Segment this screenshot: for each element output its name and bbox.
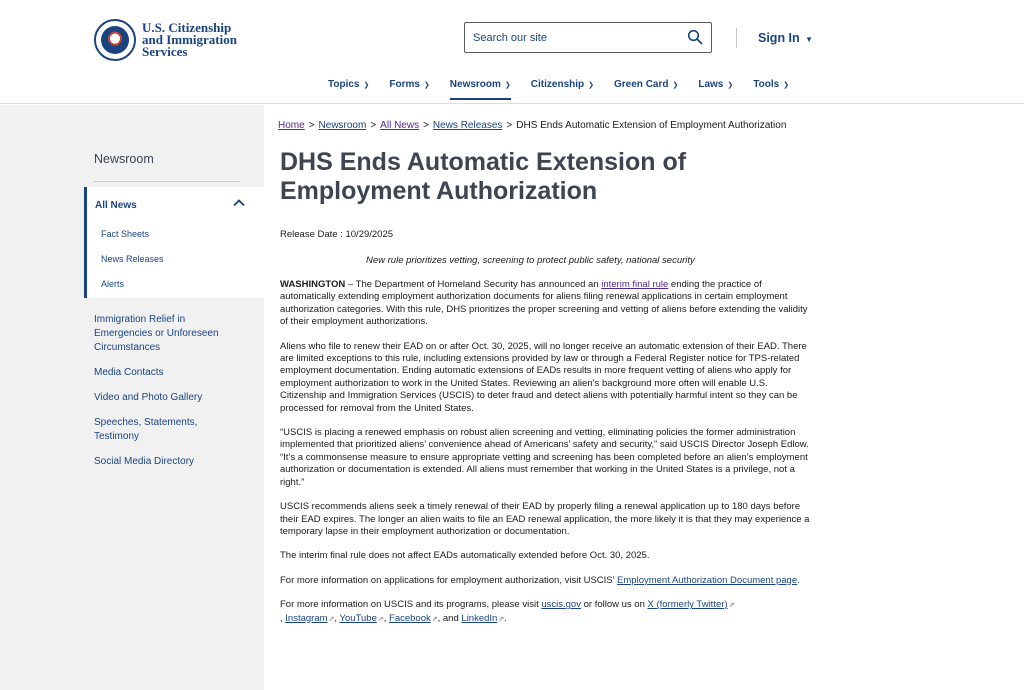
- sidebar-section-all-news: [84, 187, 264, 298]
- sign-in-label: Sign In: [758, 31, 800, 45]
- chevron-down-icon: ❯: [423, 82, 430, 89]
- page-title: DHS Ends Automatic Extension of Employment Authorization: [280, 148, 687, 205]
- paragraph-7-text-d: , and: [437, 612, 462, 624]
- breadcrumb-separator: >: [370, 120, 377, 131]
- interim-final-rule-link[interactable]: interim final rule: [601, 279, 669, 290]
- nav-newsroom-label: Newsroom: [449, 79, 501, 90]
- paragraph-4: USCIS recommends aliens seek a timely renewal of their EAD by properly filing a renewal application up to 180 days before their EAD expires. The longer an alien waits to file an EAD renewal application, the more likely it is that they may experience a temporary lapse in their employment authorization or documentation.: [280, 501, 810, 537]
- sidebar-title: Newsroom: [94, 152, 154, 166]
- agency-name: [142, 22, 237, 58]
- nav-citizenship[interactable]: [531, 79, 594, 101]
- paragraph-7-comma: ,: [334, 612, 340, 624]
- nav-citizenship-label: Citizenship: [530, 79, 585, 90]
- sign-in-button[interactable]: [758, 31, 813, 45]
- nav-topics-label: Topics: [328, 79, 360, 90]
- nav-newsroom[interactable]: [450, 79, 511, 101]
- search-icon[interactable]: [687, 29, 703, 45]
- facebook-link[interactable]: Facebook: [389, 612, 431, 624]
- paragraph-6-text-a: For more information on applications for employment authorization, visit USCIS’: [280, 574, 618, 586]
- agency-line-2: and Immigration: [142, 32, 237, 47]
- agency-line-1: U.S. Citizenship: [142, 20, 232, 35]
- chevron-down-icon: ❯: [588, 82, 595, 89]
- external-link-icon: ⇗: [498, 615, 505, 623]
- release-date-label: Release Date :: [280, 229, 343, 240]
- external-link-icon: ⇗: [328, 615, 335, 623]
- paragraph-7-text-a: For more information on USCIS and its programs, please visit: [280, 599, 542, 611]
- sidebar-item-alerts[interactable]: Alerts: [101, 279, 125, 289]
- search-input[interactable]: [473, 32, 683, 44]
- sidebar-divider: [94, 181, 240, 182]
- paragraph-7-comma: ,: [383, 612, 390, 624]
- release-date: [280, 229, 393, 240]
- nav-laws-label: Laws: [698, 79, 724, 90]
- chevron-down-icon: ❯: [672, 82, 679, 89]
- nav-topics[interactable]: [328, 79, 369, 101]
- sidebar: [0, 105, 264, 690]
- article-tagline: New rule prioritizes vetting, screening to protect public safety, national security: [366, 255, 695, 266]
- nav-forms[interactable]: [389, 79, 429, 101]
- breadcrumb-separator: >: [423, 120, 429, 131]
- ead-page-link[interactable]: Employment Authorization Document page: [617, 574, 798, 586]
- breadcrumb-newsroom[interactable]: Newsroom: [318, 120, 367, 131]
- nav-laws[interactable]: [698, 79, 733, 101]
- dateline: WASHINGTON: [280, 279, 346, 290]
- paragraph-6: [280, 575, 812, 587]
- paragraph-5: The interim final rule does not affect EADs automatically extended before Oct. 30, 2025.: [280, 550, 650, 562]
- chevron-down-icon: ❯: [783, 82, 790, 89]
- uscis-logo[interactable]: [94, 19, 237, 61]
- paragraph-6-text-b: .: [797, 574, 800, 586]
- nav-tools[interactable]: [753, 79, 789, 101]
- breadcrumb-home[interactable]: Home: [278, 120, 305, 131]
- search-box[interactable]: [464, 22, 712, 53]
- breadcrumb-current: DHS Ends Automatic Extension of Employment Authorization: [516, 120, 787, 131]
- external-link-icon: ⇗: [431, 615, 438, 623]
- agency-line-3: Services: [142, 44, 188, 59]
- sidebar-links: [94, 313, 244, 480]
- release-date-value: 10/29/2025: [345, 229, 394, 240]
- paragraph-7: [280, 599, 812, 626]
- chevron-up-icon[interactable]: [231, 195, 247, 211]
- paragraph-7-comma: ,: [280, 612, 286, 624]
- sidebar-item-immigration-relief[interactable]: Immigration Relief in Emergencies or Unforeseen Circumstances: [94, 314, 219, 353]
- breadcrumb-separator: >: [308, 120, 315, 131]
- x-twitter-link[interactable]: X (formerly Twitter): [647, 599, 728, 611]
- sidebar-item-social-media[interactable]: Social Media Directory: [94, 456, 195, 467]
- sidebar-item-all-news[interactable]: All News: [95, 200, 137, 211]
- sidebar-item-news-releases[interactable]: News Releases: [101, 254, 164, 264]
- chevron-down-icon: ❯: [504, 82, 511, 89]
- sidebar-item-fact-sheets[interactable]: Fact Sheets: [101, 229, 150, 239]
- sidebar-item-media-contacts[interactable]: Media Contacts: [94, 367, 164, 378]
- paragraph-1: [280, 279, 812, 329]
- article-body: [280, 279, 812, 638]
- paragraph-2: Aliens who file to renew their EAD on or after Oct. 30, 2025, will no longer receive an automatic extension of their EAD. There are limited exceptions to this rule, including extensions provided by law or through a Federal Register notice for TPS-related employment documentation. Ending automatic extensions of EADs results in more frequent vetting of aliens who apply for employment authorization to work in the United States. Reviewing an alien’s background more often will enable U.S. Citizenship and Immigration Services (USCIS) to deter fraud and detect aliens with potentially harmful intent so they can be processed for removal from the United States.: [280, 340, 807, 414]
- chevron-down-icon: ▼: [805, 35, 814, 44]
- breadcrumb-all-news[interactable]: All News: [380, 120, 420, 131]
- nav-green-card[interactable]: [614, 79, 678, 101]
- sidebar-item-speeches[interactable]: Speeches, Statements, Testimony: [94, 417, 198, 442]
- breadcrumb-news-releases[interactable]: News Releases: [432, 120, 503, 131]
- paragraph-7-text-b: or follow us on: [580, 599, 648, 611]
- nav-forms-label: Forms: [389, 79, 420, 90]
- instagram-link[interactable]: Instagram: [285, 612, 328, 624]
- site-header: [0, 0, 1024, 104]
- paragraph-3: “USCIS is placing a renewed emphasis on robust alien screening and vetting, eliminating policies the former administration implemented that prioritized aliens’ convenience ahead of Americans’ safety and security,” said USCIS Director Joseph Edlow. “It’s a commonsense measure to ensure appropriate vetting and screening has been completed before an alien’s employment authorization or documentation is extended. All aliens must remember that working in the United States is a privilege, not a right.”: [280, 427, 809, 488]
- paragraph-1-text-b: ending the practice of automatically extending employment authorization documents for aliens filing renewal applications in certain employment authorization categories. With this rule, DHS prioritizes the proper screening and vetting of aliens before extending the validity of their employment authorizations.: [280, 279, 808, 328]
- external-link-icon: ⇗: [377, 615, 384, 623]
- youtube-link[interactable]: YouTube: [339, 612, 377, 624]
- breadcrumb-separator: >: [506, 120, 513, 131]
- external-link-icon: ⇗: [728, 602, 735, 610]
- dhs-seal-icon: [94, 19, 136, 61]
- paragraph-1-text-a: – The Department of Homeland Security has announced an: [345, 279, 602, 290]
- nav-tools-label: Tools: [753, 79, 780, 90]
- nav-green-card-label: Green Card: [614, 79, 669, 90]
- main-nav: [328, 79, 809, 101]
- header-divider: [736, 28, 737, 48]
- chevron-down-icon: ❯: [363, 82, 370, 89]
- chevron-down-icon: ❯: [727, 82, 734, 89]
- uscis-gov-link[interactable]: uscis.gov: [541, 599, 581, 611]
- breadcrumb: [278, 120, 786, 131]
- paragraph-7-text-e: .: [504, 612, 507, 624]
- sidebar-item-video-photo-gallery[interactable]: Video and Photo Gallery: [94, 392, 203, 403]
- linkedin-link[interactable]: LinkedIn: [461, 612, 498, 624]
